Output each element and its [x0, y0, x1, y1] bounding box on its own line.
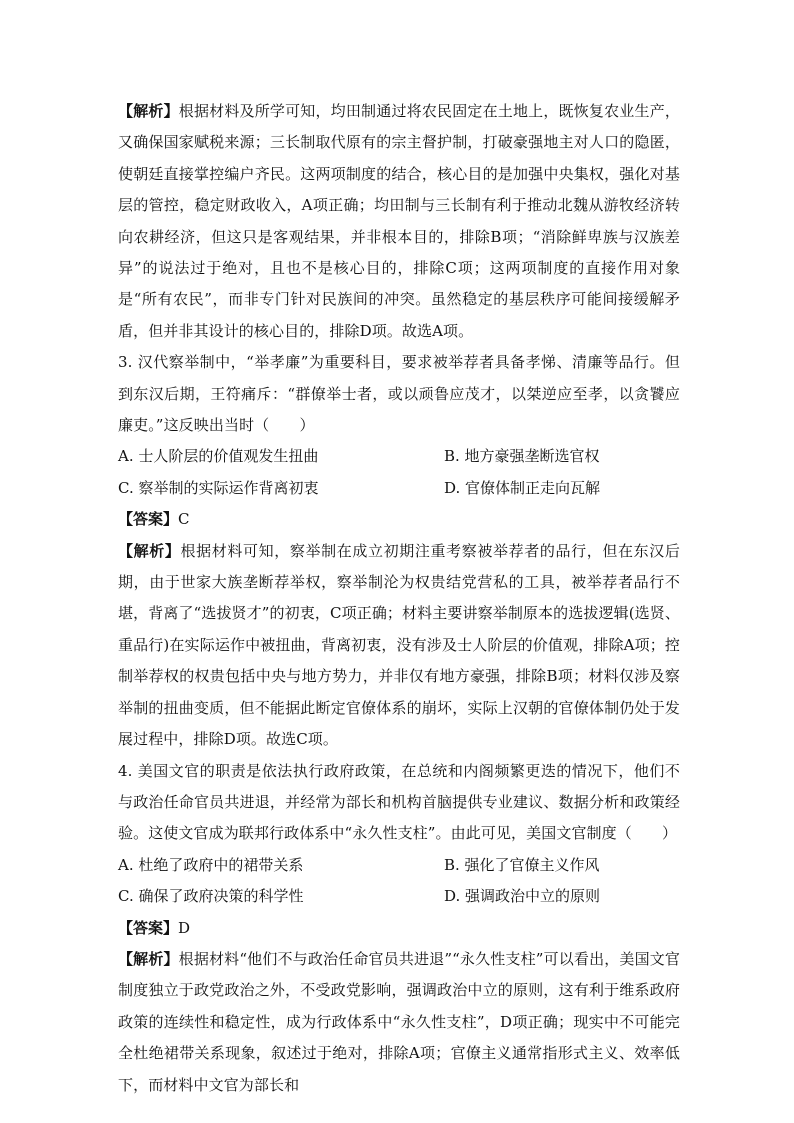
q3-options-row-2	[118, 473, 680, 504]
q4-option-a: A. 杜绝了政府中的裙带关系	[118, 855, 304, 874]
q3-stem: 3. 汉代察举制中，“举孝廉”为重要科目，要求被举荐者具备孝悌、清廉等品行。但到东汉后期，王符痛斥：“群僚举士者，或以顽鲁应茂才，以桀逆应至孝，以贪饕应廉吏。”这反映出当时（ ）	[118, 353, 680, 435]
q2-analysis-text: 根据材料及所学可知，均田制通过将农民固定在土地上，既恢复农业生产，又确保国家赋税来源；三长制取代原有的宗主督护制，打破豪强地主对人口的隐匿，使朝廷直接掌控编户齐民。这两项制度的结合，核心目的是加强中央集权，强化对基层的管控，稳定财政收入，A项正确；均田制与三长制有利于推动北魏从游牧经济转向农耕经济，但这只是客观结果，并非根本目的，排除B项；“消除鲜卑族与汉族差异”的说法过于绝对，且也不是核心目的，排除C项；这两项制度的直接作用对象是“所有农民”，而非专门针对民族间的冲突。虽然稳定的基层秩序可能间接缓解矛盾，但并非其设计的核心目的，排除D项。故选A项。	[118, 102, 680, 340]
q3-answer-line	[118, 504, 680, 535]
q4-option-b: B. 强化了官僚主义作风	[444, 855, 600, 874]
answer-label: 【答案】	[118, 510, 179, 529]
q3-analysis-paragraph	[118, 536, 680, 756]
q3-answer-value: C	[178, 510, 190, 529]
q4-stem: 4. 美国文官的职责是依法执行政府政策，在总统和内阁频繁更迭的情况下，他们不与政治任命官员共进退，并经常为部长和机构首脑提供专业建议、数据分析和政策经验。这使文官成为联邦行政体系中“永久性支柱”。由此可见，美国文官制度（ ）	[118, 761, 680, 843]
q2-analysis-paragraph	[118, 96, 680, 347]
q4-answer-line	[118, 913, 680, 944]
q4-analysis-paragraph	[118, 944, 680, 1101]
analysis-label: 【解析】	[118, 949, 179, 968]
q3-option-c: C. 察举制的实际运作背离初衷	[118, 478, 319, 497]
q3-option-b: B. 地方豪强垄断选官权	[444, 447, 600, 466]
q3-options-row-1	[118, 441, 680, 472]
q4-option-c: C. 确保了政府决策的科学性	[118, 887, 304, 906]
q3-option-a: A. 士人阶层的价值观发生扭曲	[118, 447, 319, 466]
document-page	[118, 96, 680, 1101]
q4-options-row-1	[118, 850, 680, 881]
answer-label: 【答案】	[118, 918, 179, 937]
q3-option-d: D. 官僚体制正走向瓦解	[444, 478, 601, 497]
q3-analysis-text: 根据材料可知，察举制在成立初期注重考察被举荐者的品行，但在东汉后期，由于世家大族垄断荐举权，察举制沦为权贵结党营私的工具，被举荐者品行不堪，背离了“选拔贤才”的初衷，C项正确；材料主要讲察举制原本的选拔逻辑(选贤、重品行)在实际运作中被扭曲，背离初衷，没有涉及士人阶层的价值观，排除A项；控制举荐权的权贵包括中央与地方势力，并非仅有地方豪强，排除B项；材料仅涉及察举制的扭曲变质，但不能据此断定官僚体系的崩坏，实际上汉朝的官僚体制仍处于发展过程中，排除D项。故选C项。	[118, 541, 681, 749]
analysis-label: 【解析】	[118, 102, 179, 120]
q4-analysis-text: 根据材料“他们不与政治任命官员共进退”“永久性支柱”可以看出，美国文官制度独立于政党政治之外，不受政党影响，强调政治中立的原则，这有利于维系政府政策的连续性和稳定性，成为行政体系中“永久性支柱”，D项正确；现实中不可能完全杜绝裙带关系现象，叙述过于绝对，排除A项；官僚主义通常指形式主义、效率低下，而材料中文官为部长和	[118, 949, 680, 1094]
q4-options-row-2	[118, 881, 680, 912]
q4-option-d: D. 强调政治中立的原则	[444, 887, 601, 906]
analysis-label: 【解析】	[118, 541, 181, 560]
q4-answer-value: D	[178, 918, 191, 937]
